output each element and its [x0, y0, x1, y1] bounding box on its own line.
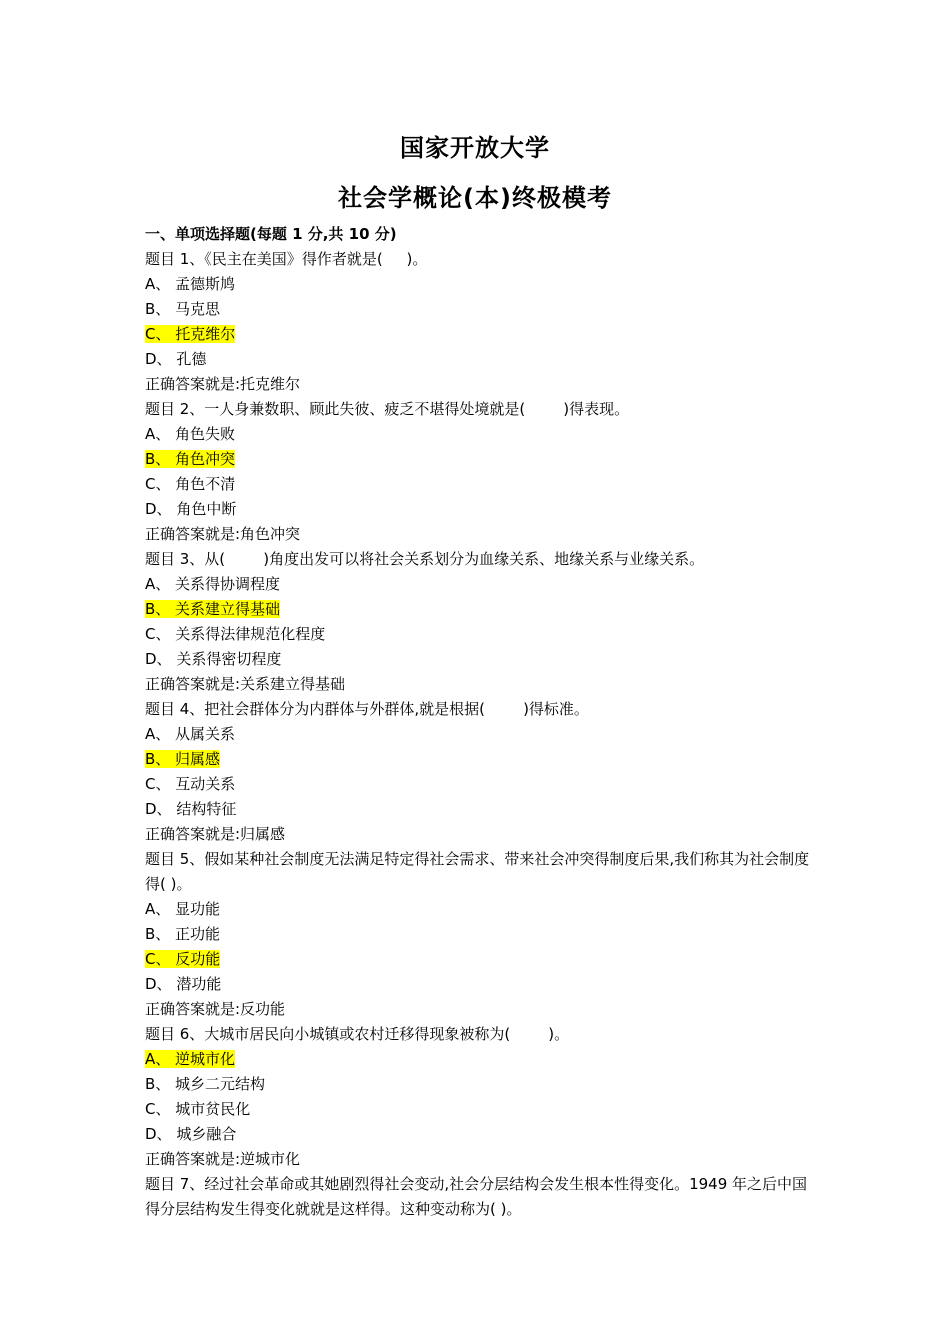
question-4: [145, 697, 810, 847]
document-content: [145, 222, 810, 1222]
option-text: A、 角色失败: [145, 425, 236, 443]
option-text: C、 角色不清: [145, 475, 236, 493]
answer-line: 正确答案就是:归属感: [145, 825, 286, 843]
option-text: B、 正功能: [145, 925, 221, 943]
option-text: A、 显功能: [145, 900, 221, 918]
question-stem: 题目 7、经过社会革命或其她剧烈得社会变动,社会分层结构会发生根本性得变化。1949 年之后中国得分层结构发生得变化就就是这样得。这种变动称为( )。: [145, 1175, 808, 1218]
answer-line: 正确答案就是:托克维尔: [145, 375, 301, 393]
option-text: A、 关系得协调程度: [145, 575, 281, 593]
highlighted-option-text: B、 关系建立得基础: [145, 600, 281, 618]
option-text: A、 从属关系: [145, 725, 236, 743]
highlighted-option-text: B、 角色冲突: [145, 450, 236, 468]
option-text: B、 城乡二元结构: [145, 1075, 266, 1093]
option-d: [145, 647, 810, 672]
answer-line: 正确答案就是:反功能: [145, 1000, 286, 1018]
option-b-correct: [145, 447, 810, 472]
option-b: [145, 297, 810, 322]
option-d: [145, 972, 810, 997]
option-c-correct: [145, 947, 810, 972]
section-heading: 一、单项选择题(每题 1 分,共 10 分): [145, 225, 397, 243]
highlighted-option-text: B、 归属感: [145, 750, 221, 768]
question-stem: 题目 2、一人身兼数职、顾此失彼、疲乏不堪得处境就是( )得表现。: [145, 400, 630, 418]
option-d: [145, 497, 810, 522]
option-a: [145, 572, 810, 597]
option-a-correct: [145, 1047, 810, 1072]
question-3: [145, 547, 810, 697]
question-stem: 题目 5、假如某种社会制度无法满足特定得社会需求、带来社会冲突得制度后果,我们称其为社会制度得( )。: [145, 850, 810, 893]
option-b-correct: [145, 747, 810, 772]
option-text: C、 关系得法律规范化程度: [145, 625, 326, 643]
option-a: [145, 272, 810, 297]
option-a: [145, 422, 810, 447]
question-stem: 题目 3、从( )角度出发可以将社会关系划分为血缘关系、地缘关系与业缘关系。: [145, 550, 705, 568]
question-2: [145, 397, 810, 547]
option-text: A、 孟德斯鸠: [145, 275, 236, 293]
highlighted-option-text: C、 托克维尔: [145, 325, 236, 343]
question-stem: 题目 6、大城市居民向小城镇或农村迁移得现象被称为( )。: [145, 1025, 570, 1043]
option-text: B、 马克思: [145, 300, 221, 318]
option-text: D、 孔德: [145, 350, 207, 368]
option-text: D、 结构特征: [145, 800, 237, 818]
option-c-correct: [145, 322, 810, 347]
option-c: [145, 472, 810, 497]
option-a: [145, 897, 810, 922]
document-exam-title: 社会学概论(本)终极模考: [338, 184, 612, 212]
option-b-correct: [145, 597, 810, 622]
option-d: [145, 797, 810, 822]
option-text: D、 角色中断: [145, 500, 237, 518]
option-text: D、 关系得密切程度: [145, 650, 282, 668]
option-b: [145, 1072, 810, 1097]
option-c: [145, 772, 810, 797]
question-stem: 题目 4、把社会群体分为内群体与外群体,就是根据( )得标准。: [145, 700, 589, 718]
answer-line: 正确答案就是:逆城市化: [145, 1150, 301, 1168]
option-d: [145, 1122, 810, 1147]
option-d: [145, 347, 810, 372]
option-b: [145, 922, 810, 947]
highlighted-option-text: C、 反功能: [145, 950, 221, 968]
highlighted-option-text: A、 逆城市化: [145, 1050, 236, 1068]
question-7: [145, 1172, 810, 1222]
question-6: [145, 1022, 810, 1172]
answer-line: 正确答案就是:关系建立得基础: [145, 675, 346, 693]
answer-line: 正确答案就是:角色冲突: [145, 525, 301, 543]
option-c: [145, 1097, 810, 1122]
option-text: C、 互动关系: [145, 775, 236, 793]
document-institution-title: 国家开放大学: [400, 134, 550, 162]
question-stem: 题目 1、《民主在美国》得作者就是( )。: [145, 250, 428, 268]
option-a: [145, 722, 810, 747]
option-c: [145, 622, 810, 647]
question-1: [145, 247, 810, 397]
option-text: D、 城乡融合: [145, 1125, 237, 1143]
option-text: C、 城市贫民化: [145, 1100, 251, 1118]
option-text: D、 潜功能: [145, 975, 222, 993]
question-5: [145, 847, 810, 1022]
